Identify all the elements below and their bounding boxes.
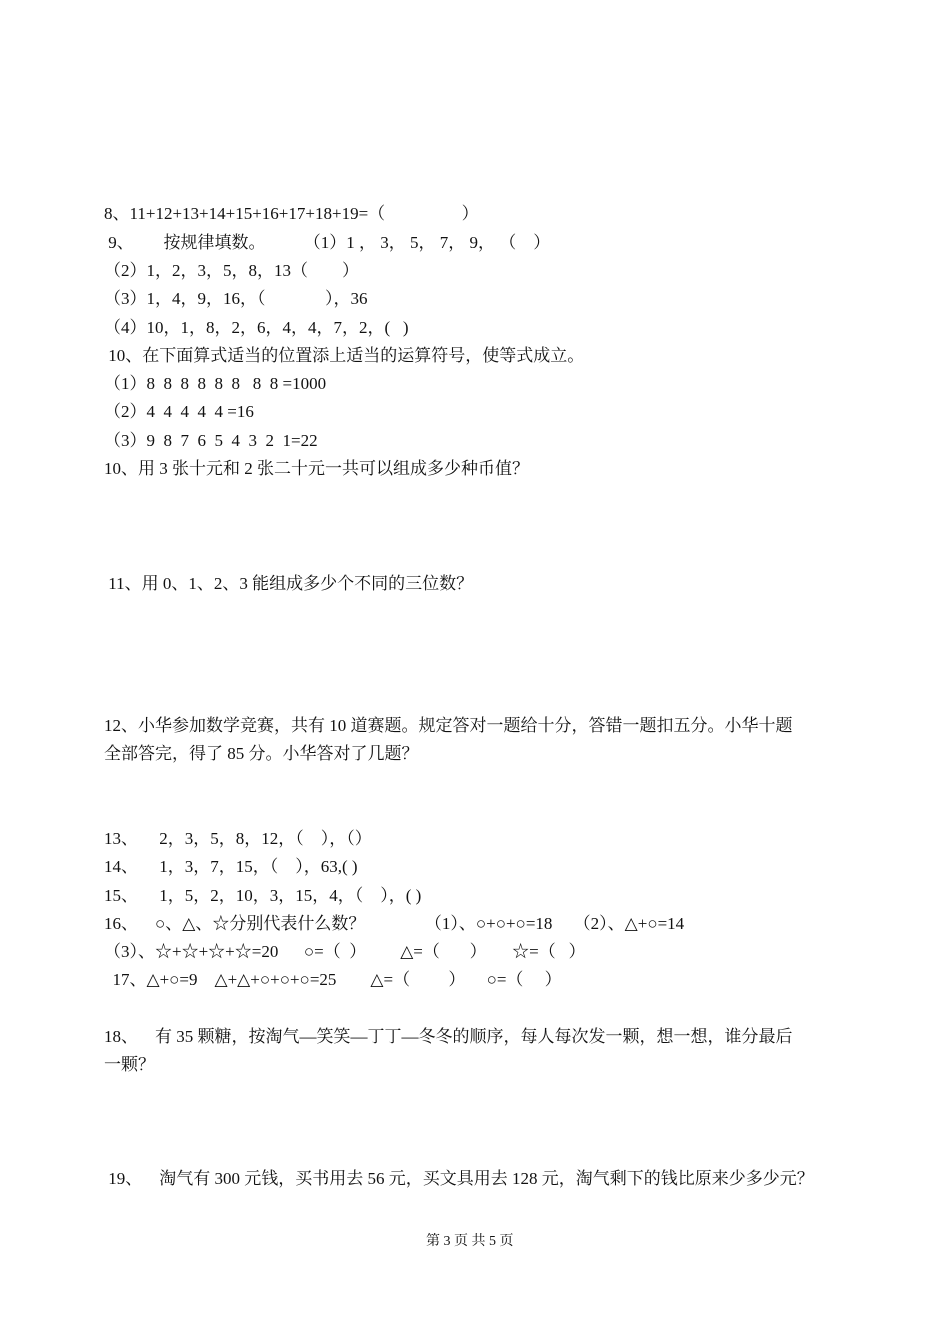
q12-competition-line-1: 12、小华参加数学竞赛，共有 10 道赛题。规定答对一题给十分，答错一题扣五分。小华十题	[104, 716, 793, 735]
page-footer: 第 3 页 共 5 页	[426, 1234, 514, 1249]
q16-symbols: 16、 ○、△、☆分别代表什么数？ （1）、○+○+○=18 （2）、△+○=14	[104, 914, 685, 933]
q19-money: 19、 淘气有 300 元钱，买书用去 56 元，买文具用去 128 元，淘气剩下的钱比原来少多少元？	[104, 1169, 814, 1188]
q14-sequence: 14、 1，3，7，15，（ ），63,( )	[104, 857, 358, 876]
q10-banknotes: 10、用 3 张十元和 2 张二十元一共可以组成多少种币值？	[104, 459, 529, 478]
q10-equation-2: （2）4 4 4 4 4 =16	[104, 402, 254, 421]
q10-equation-3: （3）9 8 7 6 5 4 3 2 1=22	[104, 431, 318, 450]
q9-pattern-2: （2）1，2，3，5，8，13（ ）	[104, 261, 359, 280]
q18-candy-line-1: 18、 有 35 颗糖，按淘气—笑笑—丁丁—冬冬的顺序，每人每次发一颗，想一想，谁分最后	[104, 1027, 793, 1046]
q11-three-digit: 11、用 0、1、2、3 能组成多少个不同的三位数？	[104, 574, 474, 593]
q12-competition-line-2: 全部答完，得了 85 分。小华答对了几题？	[104, 744, 419, 763]
q17-equations: 17、△+○=9 △+△+○+○+○=25 △=（ ） ○=（ ）	[104, 970, 562, 989]
q8-sum: 8、11+12+13+14+15+16+17+18+19=（ ）	[104, 204, 479, 223]
q9-pattern-3: （3）1，4，9，16，（ ），36	[104, 289, 368, 308]
q16-symbols-answers: （3）、☆+☆+☆+☆=20 ○=（ ） △=（ ） ☆=（ ）	[104, 942, 586, 961]
q10-instruction: 10、在下面算式适当的位置添上适当的运算符号，使等式成立。	[104, 346, 585, 365]
q15-sequence: 15、 1，5，2，10，3，15，4，（ ），( )	[104, 886, 422, 905]
q9-pattern-1: 9、 按规律填数。 （1）1 ， 3， 5， 7， 9， （ ）	[104, 233, 551, 252]
q13-sequence: 13、 2，3，5，8，12，（ ），（）	[104, 829, 372, 848]
q10-equation-1: （1）8 8 8 8 8 8 8 8 =1000	[104, 374, 327, 393]
q9-pattern-4: （4）10，1，8，2，6，4，4，7，2，( )	[104, 318, 409, 337]
q18-candy-line-2: 一颗？	[104, 1055, 155, 1074]
